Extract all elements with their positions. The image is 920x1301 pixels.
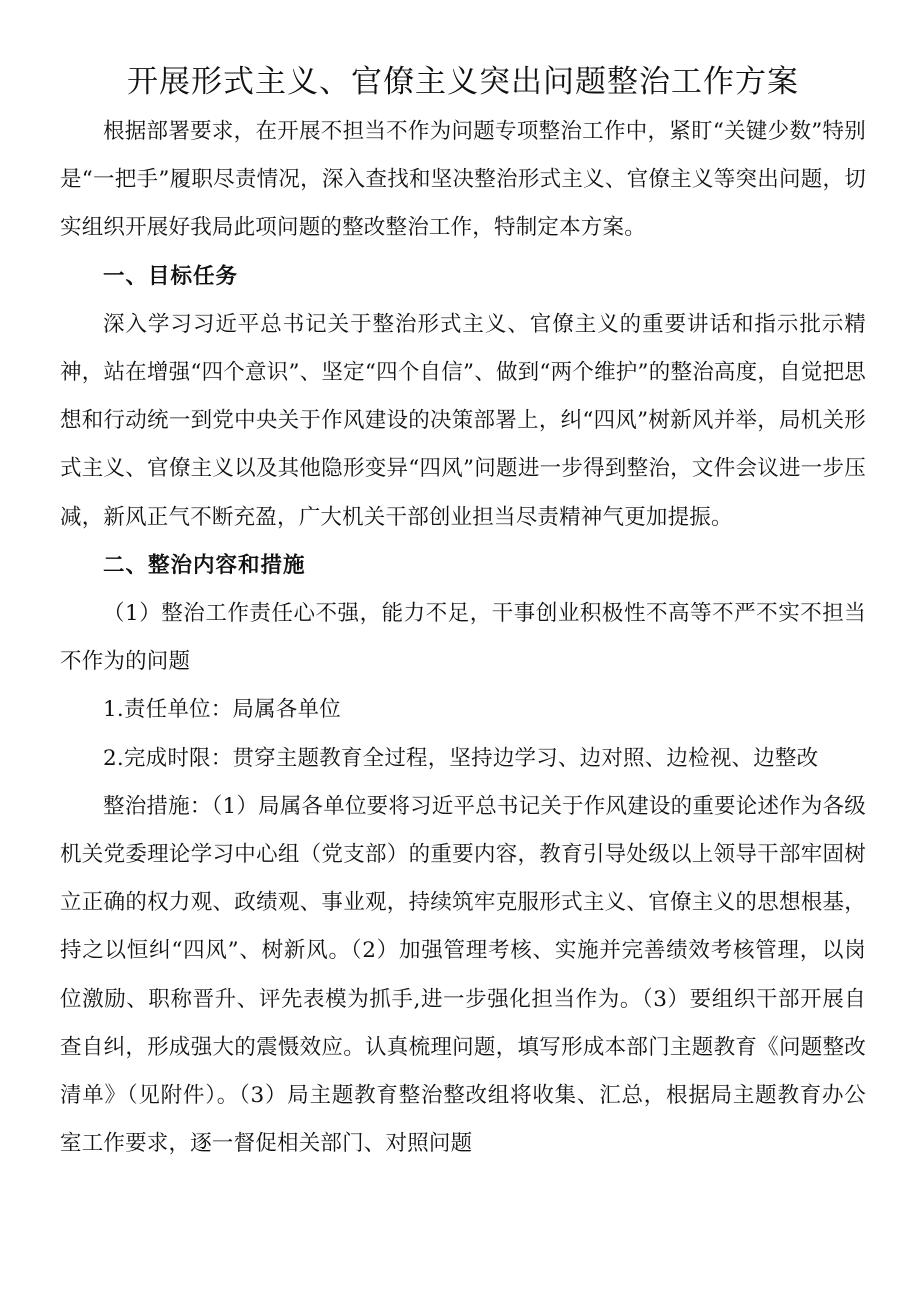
section-heading-measures: 二、整治内容和措施 — [103, 552, 306, 578]
document-title: 开展形式主义、官僚主义突出问题整治工作方案 — [127, 64, 799, 100]
responsible-unit-line: 1.责任单位：局属各单位 — [103, 697, 341, 723]
deadline-line: 2.完成时限：贯穿主题教育全过程，坚持边学习、边对照、边检视、边整改 — [103, 745, 819, 771]
intro-paragraph: 根据部署要求，在开展不担当不作为问题专项整治工作中，紧盯“关键少数”特别是“一把手”履职尽责情况，深入查找和坚决整治形式主义、官僚主义等突出问题，切实组织开展好我局此项问题的整改整治工作，特制定本方案。 — [60, 119, 866, 241]
goals-paragraph: 深入学习习近平总书记关于整治形式主义、官僚主义的重要讲话和指示批示精神，站在增强“四个意识”、坚定“四个自信”、做到“两个维护”的整治高度，自觉把思想和行动统一到党中央关于作风建设的决策部署上，纠“四风”树新风并举，局机关形式主义、官僚主义以及其他隐形变异“四风”问题进一步得到整治，文件会议进一步压减，新风正气不断充盈，广大机关干部创业担当尽责精神气更加提振。 — [60, 311, 866, 530]
item-1-paragraph: （1）整治工作责任心不强，能力不足，干事创业积极性不高等不严不实不担当不作为的问题 — [60, 601, 866, 675]
section-heading-goals: 一、目标任务 — [103, 263, 239, 289]
document-page — [60, 58, 866, 1168]
measures-paragraph: 整治措施：（1）局属各单位要将习近平总书记关于作风建设的重要论述作为各级机关党委理论学习中心组（党支部）的重要内容，教育引导处级以上领导干部牢固树立正确的权力观、政绩观、事业观，持续筑牢克服形式主义、官僚主义的思想根基，持之以恒纠“四风”、树新风。（2）加强管理考核、实施并完善绩效考核管理，以岗位激励、职称晋升、评先表模为抓手,进一步强化担当作为。（3）要组织干部开展自查自纠，形成强大的震慑效应。认真梳理问题，填写形成本部门主题教育《问题整改清单》（见附件）。（3）局主题教育整治整改组将收集、汇总，根据局主题教育办公室工作要求，逐一督促相关部门、对照问题 — [60, 793, 866, 1157]
